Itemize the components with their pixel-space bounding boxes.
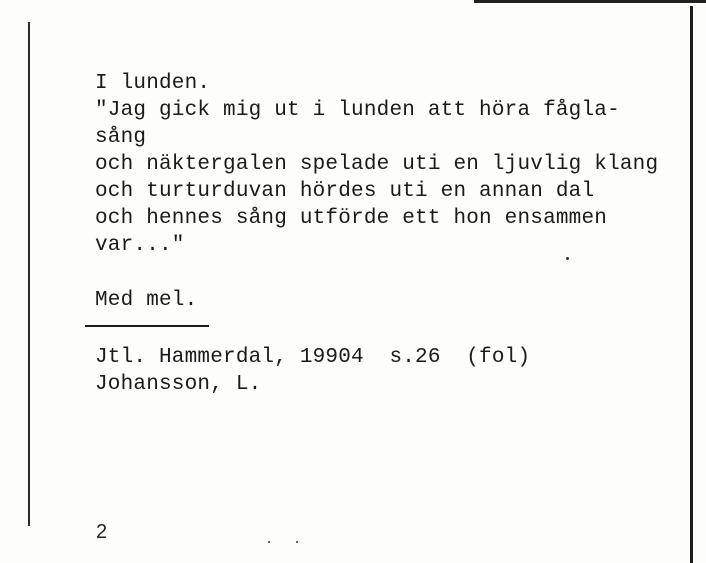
scan-edge-left xyxy=(28,22,30,526)
verse-line-3: och näktergalen spelade uti en ljuvlig klang xyxy=(95,153,659,176)
verse-line-1: "Jag gick mig ut i lunden att höra fågla- xyxy=(95,99,620,122)
page-number: 2 xyxy=(96,521,108,543)
melody-underline xyxy=(85,325,209,327)
verse-line-5: och hennes sång utförde ett hon ensammen xyxy=(95,207,608,230)
scan-edge-top xyxy=(474,0,706,3)
ink-speck xyxy=(296,541,298,543)
source-reference: Jtl. Hammerdal, 19904 s.26 (fol) xyxy=(95,346,531,369)
card-text xyxy=(95,70,695,398)
melody-note: Med mel. xyxy=(95,289,198,312)
song-title: I lunden. xyxy=(95,72,211,95)
ink-speck xyxy=(268,541,270,543)
verse-line-4: och turturduvan hördes uti en annan dal xyxy=(95,180,595,203)
verse-line-6: var..." xyxy=(95,234,185,257)
ink-speck xyxy=(566,257,569,260)
informant-name: Johansson, L. xyxy=(95,373,262,396)
verse-line-2: sång xyxy=(95,126,147,149)
